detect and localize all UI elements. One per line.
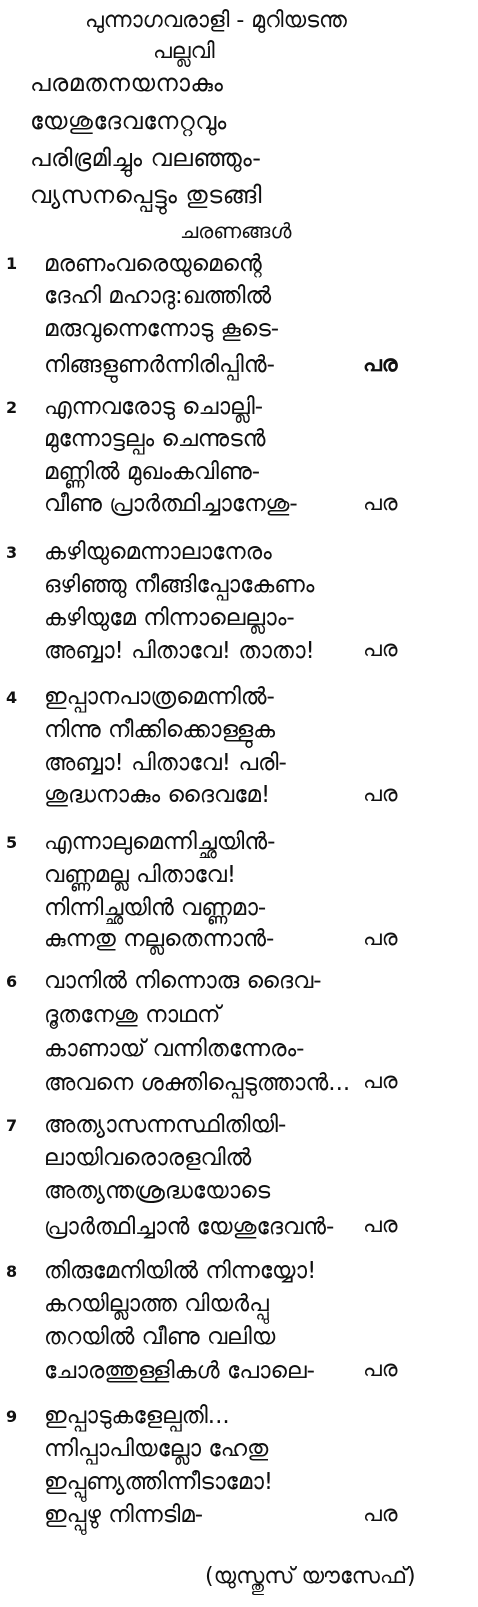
refrain-marker: പര [363, 926, 398, 951]
refrain-marker: പര [363, 1357, 398, 1382]
verse-line: മണ്ണിൽ മുഖംകവിണു- [44, 459, 261, 485]
verse-line: ഇപ്പാടുകളേല്പതി... [44, 1403, 230, 1429]
pallavi-line: പരമതനയനാകും [30, 69, 224, 97]
verse-line: എന്നവരോടു ചൊല്ലി- [44, 394, 264, 420]
verse-line: വണ്ണമല്ല പിതാവേ! [44, 862, 237, 888]
verse-line: ഇപ്പുണ്യത്തിന്നീടാമോ! [44, 1469, 274, 1495]
verse-line: കുന്നതു നല്ലതെന്നാൻ- [44, 926, 275, 952]
verse-line: ദേഹി മഹാദു:ഖത്തിൽ [44, 283, 272, 309]
verse-line: കഴിയുമെന്നാലാനേരം [44, 539, 272, 565]
verse-line: മരണംവരെയുമെന്റെ [44, 251, 262, 277]
verse-number: 8 [6, 1262, 18, 1281]
verse-line: ശുദ്ധനാകും ദൈവമേ! [44, 782, 271, 808]
verse-line: തിരുമേനിയിൽ നിന്നയ്യോ! [44, 1258, 317, 1284]
verse-line: ദൂതനേശു നാഥന് [44, 1002, 221, 1028]
verse-line: അത്യാസന്നസ്ഥിതിയി- [44, 1112, 287, 1138]
verse-line: വീണു പ്രാർത്ഥിച്ചാനേശു- [44, 491, 298, 517]
verse-line: ഇപ്പുഴു നിന്നടിമ- [44, 1502, 204, 1528]
verse-line: അബ്ബാ! പിതാവേ! പരി- [44, 750, 287, 776]
verse-line: ന്നിപ്പാപിയല്ലോ ഹേതു [44, 1436, 269, 1462]
verse-line: കറയില്ലാത്ത വിയർപ്പു [44, 1291, 269, 1317]
refrain-marker: പര [363, 1213, 398, 1238]
verse-number: 7 [6, 1116, 18, 1135]
verse-line: മരുവുന്നെന്നോടു കൂടെ- [44, 316, 280, 342]
verse-line: നിങ്ങളുണർന്നിരിപ്പിൻ- [44, 352, 275, 378]
verse-line: വാനിൽ നിന്നൊരു ദൈവ- [44, 968, 322, 994]
charanam-heading: ചരണങ്ങൾ [180, 219, 292, 243]
verse-number: 2 [6, 398, 18, 417]
verse-number: 6 [6, 972, 18, 991]
verse-line: എന്നാലുമെന്നിച്ഛയിൻ- [44, 829, 276, 855]
refrain-marker: പര [363, 1502, 398, 1527]
refrain-marker: പര [363, 782, 398, 807]
verse-number: 9 [6, 1407, 18, 1426]
refrain-marker: പര [363, 637, 398, 662]
verse-number: 5 [6, 833, 18, 852]
refrain-marker: പര [363, 352, 398, 377]
verse-line: കഴിയുമേ നിന്നാലെല്ലാം- [44, 605, 295, 631]
verse-line: അത്യന്തശ്രദ്ധയോടെ [44, 1178, 271, 1204]
verse-line: അവനെ ശക്തിപ്പെടുത്താൻ... [44, 1070, 351, 1096]
verse-line: നിന്നു നീക്കിക്കൊള്ളുക [44, 717, 276, 743]
verse-line: ഇപ്പാനപാത്രമെന്നിൽ- [44, 684, 275, 710]
verse-line: ഒഴിഞ്ഞു നീങ്ങിപ്പോകേണം [44, 572, 315, 598]
pallavi-line: വ്യസനപ്പെട്ടും തുടങ്ങി [30, 181, 262, 209]
verse-line: നിന്നിച്ഛയിൻ വണ്ണമാ- [44, 895, 267, 921]
verse-line: കാണായ് വന്നിതന്നേരം- [44, 1036, 305, 1062]
refrain-marker: പര [363, 1069, 398, 1094]
verse-line: ചോരത്തുള്ളികൾ പോലെ- [44, 1358, 315, 1384]
pallavi-line: യേശുദേവനേറ്റവും [30, 107, 227, 135]
verse-number: 3 [6, 543, 18, 562]
refrain-marker: പര [363, 491, 398, 516]
pallavi-heading: പല്ലവി [153, 39, 215, 64]
author-credit: (യുസ്തുസ് യൗസേഫ്) [205, 1564, 416, 1589]
song-title: പുന്നാഗവരാളി - മുറിയടന്ത [85, 8, 347, 33]
verse-line: അബ്ബാ! പിതാവേ! താതാ! [44, 638, 315, 664]
verse-number: 4 [6, 688, 18, 707]
pallavi-line: പരിഭ്രമിച്ചും വലഞ്ഞും- [30, 144, 262, 172]
verse-line: തറയിൽ വീണു വലിയ [44, 1324, 276, 1350]
verse-number: 1 [6, 254, 18, 273]
verse-line: പ്രാർത്ഥിച്ചാൻ യേശുദേവൻ- [44, 1214, 335, 1240]
verse-line: ലായിവരൊരളവിൽ [44, 1145, 252, 1171]
verse-line: മുന്നോട്ടല്പം ചെന്നുടൻ [44, 426, 266, 452]
